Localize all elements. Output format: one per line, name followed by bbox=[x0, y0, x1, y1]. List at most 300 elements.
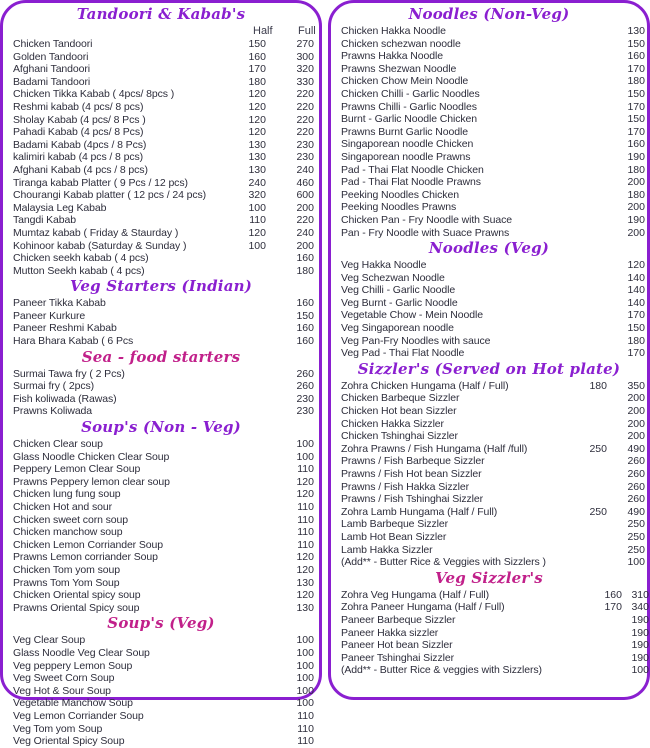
menu-item-name: Lamb Hakka Sizzler bbox=[341, 543, 433, 556]
menu-item-list bbox=[338, 588, 649, 677]
menu-item-row bbox=[10, 177, 312, 190]
menu-item-name: Chicken Hot bean Sizzler bbox=[341, 405, 457, 418]
menu-item-name: Badami Tandoori bbox=[13, 75, 91, 88]
menu-item-price-full: 160 bbox=[627, 50, 645, 63]
menu-item-price-full: 170 bbox=[627, 347, 645, 360]
menu-item-price-full: 120 bbox=[296, 488, 314, 501]
menu-item-price-full: 200 bbox=[627, 417, 645, 430]
menu-item-name: Veg Hot & Sour Soup bbox=[13, 684, 111, 697]
menu-item-row bbox=[338, 379, 645, 393]
section-title: Soup's (Non - Veg) bbox=[81, 418, 241, 437]
menu-item-name: Veg Clear Soup bbox=[13, 634, 86, 647]
menu-item-price-full: 340 bbox=[631, 601, 649, 614]
menu-item-name: Zohra Chicken Hungama (Half / Full) bbox=[341, 379, 509, 392]
menu-item-price-full: 150 bbox=[627, 87, 645, 100]
menu-item-name: Prawns Hakka Noodle bbox=[341, 50, 443, 63]
menu-item-row bbox=[338, 62, 645, 76]
menu-item-name: Prawns / Fish Hot bean Sizzler bbox=[341, 468, 482, 480]
menu-item-list bbox=[338, 259, 645, 360]
menu-item-price-full: 150 bbox=[627, 37, 645, 50]
menu-item-name: Singaporean noodle Prawns bbox=[341, 150, 471, 163]
menu-item-row bbox=[10, 685, 312, 698]
menu-item-name: Paneer Barbeque Sizzler bbox=[341, 613, 456, 626]
menu-item-price-full: 110 bbox=[297, 538, 314, 551]
menu-item-price-half: 110 bbox=[249, 214, 266, 227]
menu-item-row bbox=[10, 577, 312, 590]
menu-panel-right-content bbox=[331, 3, 647, 697]
menu-item-row bbox=[10, 265, 312, 278]
menu-item-name: Chicken Tikka Kabab ( 4pcs/ 8pcs ) bbox=[13, 88, 175, 101]
menu-item-price-full: 100 bbox=[631, 664, 649, 677]
menu-item-row bbox=[10, 514, 312, 527]
menu-item-row bbox=[338, 322, 645, 335]
menu-item-name: Zohra Paneer Hungama (Half / Full) bbox=[341, 601, 505, 614]
menu-item-price-full: 100 bbox=[296, 646, 314, 659]
menu-item-row bbox=[338, 518, 645, 531]
menu-item-row bbox=[338, 347, 645, 360]
menu-item-row bbox=[338, 556, 645, 569]
menu-item-row bbox=[338, 626, 649, 640]
menu-item-name: Veg Tom yom Soup bbox=[13, 722, 103, 735]
menu-item-price-full: 120 bbox=[296, 589, 314, 602]
menu-item-price-full: 100 bbox=[296, 672, 314, 685]
section-title: Noodles (Non-Veg) bbox=[408, 5, 570, 23]
menu-item-price-full: 140 bbox=[627, 296, 645, 309]
menu-item-row bbox=[10, 214, 312, 227]
menu-item-row bbox=[10, 589, 312, 602]
menu-item-name: Fish koliwada (Rawas) bbox=[13, 392, 117, 405]
menu-item-price-half: 250 bbox=[589, 505, 607, 518]
menu-item-name: Paneer Tshinghai Sizzler bbox=[341, 651, 454, 664]
menu-item-name: Afghani Tandoori bbox=[13, 63, 91, 76]
menu-item-price-full: 230 bbox=[296, 405, 314, 418]
menu-item-price-full: 190 bbox=[631, 639, 649, 652]
menu-item-price-full: 490 bbox=[627, 505, 645, 518]
menu-item-name: (Add** - Butter Rice & Veggies with Sizzlers ) bbox=[341, 556, 546, 569]
menu-item-price-full: 260 bbox=[627, 468, 645, 480]
menu-item-price-half: 240 bbox=[248, 176, 266, 189]
menu-item-price-full: 170 bbox=[627, 309, 645, 322]
menu-item-name: Malaysia Leg Kabab bbox=[13, 201, 107, 214]
menu-item-name: Prawns Peppery lemon clear soup bbox=[13, 475, 170, 488]
menu-panel-left-content bbox=[3, 3, 319, 748]
menu-section-soup-s-veg bbox=[10, 615, 312, 747]
menu-item-name: Prawns Shezwan Noodle bbox=[341, 62, 457, 75]
menu-item-list bbox=[338, 25, 645, 239]
menu-item-price-full: 110 bbox=[297, 526, 314, 539]
menu-item-name: Veg Pad - Thai Flat Noodle bbox=[341, 347, 465, 360]
menu-item-price-full: 260 bbox=[627, 480, 645, 493]
menu-item-price-full: 130 bbox=[296, 601, 314, 614]
section-title: Sea - food starters bbox=[81, 347, 241, 366]
menu-item-price-full: 270 bbox=[296, 38, 314, 50]
menu-item-name: Veg Singaporean noodle bbox=[341, 322, 454, 335]
menu-item-row bbox=[10, 322, 312, 335]
menu-item-price-full: 190 bbox=[631, 613, 649, 626]
menu-item-price-full: 200 bbox=[296, 201, 314, 214]
menu-item-name: Reshmi kabab (4 pcs/ 8 pcs) bbox=[13, 100, 144, 113]
menu-item-row bbox=[338, 188, 645, 202]
menu-item-list bbox=[10, 38, 312, 277]
menu-item-list bbox=[10, 634, 312, 747]
menu-item-price-full: 180 bbox=[627, 163, 645, 176]
menu-item-name: Veg Chilli - Garlic Noodle bbox=[341, 284, 456, 297]
menu-item-name: Chicken Hot and sour bbox=[13, 501, 112, 513]
menu-item-name: Kohinoor kabab (Saturday & Sunday ) bbox=[13, 239, 187, 252]
menu-item-row bbox=[10, 634, 312, 647]
menu-item-price-half: 130 bbox=[248, 163, 266, 176]
menu-item-price-full: 200 bbox=[296, 239, 314, 252]
menu-item-name: Veg Lemon Corriander Soup bbox=[13, 709, 144, 722]
menu-item-price-full: 320 bbox=[296, 63, 314, 76]
menu-item-name: Tiranga kabab Platter ( 9 Pcs / 12 pcs) bbox=[13, 176, 188, 189]
menu-item-price-full: 200 bbox=[627, 176, 645, 189]
menu-item-price-full: 110 bbox=[297, 463, 314, 476]
menu-item-price-full: 170 bbox=[627, 100, 645, 113]
menu-item-price-full: 460 bbox=[296, 176, 314, 189]
menu-item-name: Peppery Lemon Clear Soup bbox=[13, 463, 141, 476]
column-header-half: Half bbox=[253, 25, 273, 37]
menu-item-row bbox=[338, 480, 645, 494]
menu-item-list bbox=[10, 368, 312, 418]
menu-section-veg-sizzler-s bbox=[338, 568, 649, 677]
menu-item-price-full: 180 bbox=[296, 264, 314, 277]
menu-item-name: Prawns Burnt Garlic Noodle bbox=[341, 125, 468, 138]
menu-item-name: Prawns Lemon corriander Soup bbox=[13, 551, 158, 564]
menu-item-name: Pad - Thai Flat Noodle Chicken bbox=[341, 163, 484, 176]
section-title: Tandoori & Kabab's bbox=[76, 5, 246, 23]
menu-item-price-full: 170 bbox=[627, 125, 645, 138]
menu-item-name: Prawns Oriental Spicy soup bbox=[13, 601, 140, 614]
menu-item-price-half: 120 bbox=[248, 113, 266, 126]
menu-item-name: Chicken Chilli - Garlic Noodles bbox=[341, 87, 480, 100]
menu-item-row bbox=[338, 284, 645, 297]
menu-item-name: Veg Sweet Corn Soup bbox=[13, 672, 115, 685]
menu-item-name: Chicken Tshinghai Sizzler bbox=[341, 430, 458, 443]
menu-item-row bbox=[10, 227, 312, 240]
menu-item-name: Paneer Reshmi Kabab bbox=[13, 322, 117, 335]
menu-item-row bbox=[10, 539, 312, 552]
menu-item-name: Veg Hakka Noodle bbox=[341, 259, 427, 272]
menu-item-row bbox=[10, 101, 312, 114]
menu-item-row bbox=[10, 88, 312, 101]
menu-item-name: Sholay Kabab (4 pcs/ 8 Pcs ) bbox=[13, 113, 146, 126]
menu-item-price-half: 160 bbox=[604, 588, 622, 601]
menu-item-name: Paneer Hot bean Sizzler bbox=[341, 639, 453, 652]
menu-item-name: Vegetable Chow - Mein Noodle bbox=[341, 309, 483, 322]
menu-item-price-full: 130 bbox=[627, 25, 645, 37]
menu-item-row bbox=[10, 38, 312, 51]
menu-item-row bbox=[10, 240, 312, 253]
menu-item-name: Veg Burnt - Garlic Noodle bbox=[341, 296, 458, 309]
menu-item-name: Zohra Prawns / Fish Hungama (Half /full) bbox=[341, 442, 528, 455]
menu-item-row bbox=[10, 297, 312, 310]
menu-item-price-full: 100 bbox=[296, 450, 314, 463]
menu-item-price-half: 130 bbox=[248, 151, 266, 164]
menu-item-price-full: 190 bbox=[631, 651, 649, 664]
menu-item-name: Chicken sweet corn soup bbox=[13, 513, 129, 526]
menu-item-row bbox=[10, 602, 312, 615]
menu-item-row bbox=[338, 163, 645, 177]
menu-item-price-full: 350 bbox=[627, 379, 645, 392]
menu-item-row bbox=[10, 151, 312, 164]
menu-item-row bbox=[338, 87, 645, 101]
menu-item-row bbox=[338, 543, 645, 557]
menu-item-row bbox=[338, 455, 645, 468]
menu-item-name: Chicken manchow soup bbox=[13, 526, 123, 539]
menu-item-row bbox=[338, 442, 645, 456]
menu-item-row bbox=[10, 310, 312, 323]
menu-item-row bbox=[10, 438, 312, 451]
menu-item-name: Pan - Fry Noodle with Suace Prawns bbox=[341, 226, 510, 239]
menu-item-row bbox=[10, 202, 312, 215]
column-header-full: Full bbox=[298, 25, 316, 37]
menu-item-price-full: 180 bbox=[627, 75, 645, 88]
menu-item-name: Chicken Lemon Corriander Soup bbox=[13, 538, 164, 551]
menu-item-price-half: 180 bbox=[589, 379, 607, 392]
menu-item-price-full: 260 bbox=[296, 380, 314, 393]
menu-item-name: Mumtaz kabab ( Friday & Staurday ) bbox=[13, 226, 179, 239]
menu-item-price-full: 220 bbox=[296, 126, 314, 139]
menu-item-row bbox=[338, 296, 645, 310]
menu-item-price-full: 140 bbox=[627, 284, 645, 297]
menu-item-list bbox=[10, 438, 312, 614]
menu-item-row bbox=[338, 651, 649, 665]
menu-item-name: Prawns Koliwada bbox=[13, 405, 93, 418]
menu-item-name: Pahadi Kabab (4 pcs/ 8 Pcs) bbox=[13, 126, 144, 139]
menu-item-list bbox=[338, 379, 645, 569]
menu-item-row bbox=[338, 613, 649, 627]
menu-item-price-full: 490 bbox=[627, 442, 645, 455]
menu-item-row bbox=[10, 51, 312, 64]
menu-item-name: Chicken Pan - Fry Noodle with Suace bbox=[341, 213, 512, 226]
menu-item-name: Chicken Hakka Sizzler bbox=[341, 417, 444, 430]
menu-item-row bbox=[10, 660, 312, 673]
menu-item-row bbox=[10, 380, 312, 393]
menu-item-name: Veg Oriental Spicy Soup bbox=[13, 735, 125, 748]
menu-item-row bbox=[338, 405, 645, 418]
menu-item-row bbox=[10, 189, 312, 202]
menu-item-row bbox=[338, 37, 645, 51]
section-title: Veg Starters (Indian) bbox=[69, 277, 253, 296]
menu-item-price-half: 170 bbox=[604, 601, 622, 614]
menu-item-name: Paneer Hakka sizzler bbox=[341, 626, 439, 639]
menu-item-row bbox=[10, 463, 312, 476]
menu-item-name: Lamb Barbeque Sizzler bbox=[341, 518, 449, 531]
section-title: Soup's (Veg) bbox=[107, 614, 215, 633]
menu-item-name: Zohra Lamb Hungama (Half / Full) bbox=[341, 505, 498, 518]
menu-item-price-full: 180 bbox=[627, 334, 645, 347]
menu-item-row bbox=[10, 697, 312, 710]
menu-item-price-half: 320 bbox=[248, 189, 266, 202]
menu-item-row bbox=[338, 588, 649, 602]
menu-item-row bbox=[10, 735, 312, 748]
menu-item-name: Chicken Oriental spicy soup bbox=[13, 589, 141, 602]
menu-item-price-full: 200 bbox=[627, 201, 645, 214]
menu-item-row bbox=[10, 126, 312, 139]
menu-item-price-full: 100 bbox=[296, 697, 314, 710]
menu-item-price-full: 120 bbox=[296, 551, 314, 564]
menu-item-price-full: 190 bbox=[631, 626, 649, 639]
menu-item-price-full: 220 bbox=[296, 88, 314, 101]
menu-item-name: Paneer Kurkure bbox=[13, 309, 86, 322]
menu-item-price-full: 120 bbox=[296, 563, 314, 576]
menu-item-name: Chicken Clear soup bbox=[13, 438, 103, 451]
menu-item-price-full: 230 bbox=[296, 151, 314, 164]
menu-item-name: kalimiri kabab (4 pcs / 8 pcs) bbox=[13, 151, 144, 164]
menu-item-row bbox=[10, 164, 312, 177]
section-title: Sizzler's (Served on Hot plate) bbox=[357, 359, 621, 378]
menu-item-price-full: 260 bbox=[627, 493, 645, 506]
section-title: Veg Sizzler's bbox=[435, 568, 543, 587]
menu-item-price-full: 220 bbox=[296, 113, 314, 126]
menu-item-price-full: 250 bbox=[627, 543, 645, 556]
menu-panel-right bbox=[328, 0, 650, 700]
menu-item-row bbox=[338, 213, 645, 227]
menu-item-price-full: 160 bbox=[296, 297, 314, 310]
menu-item-row bbox=[338, 493, 645, 506]
menu-item-price-half: 120 bbox=[248, 88, 266, 101]
menu-item-name: Chicken schezwan noodle bbox=[341, 37, 461, 50]
menu-item-name: Prawns / Fish Tshinghai Sizzler bbox=[341, 493, 484, 506]
menu-item-row bbox=[10, 405, 312, 418]
menu-item-price-full: 120 bbox=[627, 259, 645, 272]
menu-item-price-full: 160 bbox=[296, 322, 314, 335]
menu-section-tandoori-kabab-s bbox=[10, 5, 316, 277]
menu-item-price-full: 190 bbox=[627, 150, 645, 163]
menu-item-name: Pad - Thai Flat Noodle Prawns bbox=[341, 176, 481, 189]
menu-item-price-full: 230 bbox=[296, 138, 314, 151]
menu-item-row bbox=[338, 201, 645, 214]
menu-section-noodles-non-veg bbox=[338, 5, 645, 239]
menu-item-name: Chicken Hakka Noodle bbox=[341, 25, 446, 37]
menu-item-price-full: 250 bbox=[627, 518, 645, 531]
menu-item-name: Prawns Tom Yom Soup bbox=[13, 576, 120, 589]
menu-item-price-full: 600 bbox=[296, 189, 314, 202]
menu-item-row bbox=[10, 488, 312, 501]
menu-item-row bbox=[10, 564, 312, 577]
menu-item-name: Prawns / Fish Hakka Sizzler bbox=[341, 480, 470, 493]
menu-item-row bbox=[10, 76, 312, 89]
menu-item-row bbox=[10, 393, 312, 406]
menu-item-name: Mutton Seekh kabab ( 4 pcs) bbox=[13, 264, 145, 277]
menu-item-price-full: 230 bbox=[296, 392, 314, 405]
menu-item-row bbox=[338, 259, 645, 272]
menu-item-row bbox=[338, 100, 645, 114]
menu-item-row bbox=[10, 114, 312, 127]
menu-section-veg-starters-indian bbox=[10, 278, 312, 347]
menu-item-name: Zohra Veg Hungama (Half / Full) bbox=[341, 588, 490, 601]
menu-item-name: Afghani Kabab (4 pcs / 8 pcs) bbox=[13, 163, 148, 176]
menu-item-price-full: 220 bbox=[296, 214, 314, 227]
menu-item-name: Golden Tandoori bbox=[13, 50, 89, 63]
menu-item-row bbox=[338, 468, 645, 481]
menu-item-row bbox=[338, 309, 645, 322]
menu-item-price-full: 150 bbox=[627, 113, 645, 126]
menu-item-row bbox=[338, 25, 645, 38]
menu-item-row bbox=[338, 417, 645, 431]
menu-item-row bbox=[338, 125, 645, 139]
menu-item-row bbox=[338, 75, 645, 88]
menu-item-price-half: 160 bbox=[248, 50, 266, 63]
menu-item-price-full: 240 bbox=[296, 163, 314, 176]
menu-item-name: Lamb Hot Bean Sizzler bbox=[341, 530, 447, 543]
menu-item-price-half: 120 bbox=[248, 100, 266, 113]
menu-item-list bbox=[10, 297, 312, 347]
menu-item-row bbox=[338, 113, 645, 126]
menu-item-row bbox=[10, 451, 312, 464]
menu-item-row bbox=[338, 530, 645, 544]
menu-item-row bbox=[10, 647, 312, 660]
menu-item-row bbox=[10, 501, 312, 514]
menu-item-row bbox=[338, 639, 649, 652]
menu-panel-left bbox=[0, 0, 322, 748]
menu-item-row bbox=[10, 526, 312, 539]
menu-item-price-full: 190 bbox=[627, 213, 645, 226]
menu-item-price-full: 160 bbox=[296, 335, 314, 348]
menu-item-price-half: 250 bbox=[589, 442, 607, 455]
menu-item-row bbox=[338, 176, 645, 189]
menu-item-name: Veg peppery Lemon Soup bbox=[13, 659, 133, 672]
menu-item-price-full: 220 bbox=[296, 100, 314, 113]
menu-item-name: Chicken Tom yom soup bbox=[13, 563, 120, 576]
menu-item-price-full: 310 bbox=[631, 588, 649, 601]
menu-item-row bbox=[10, 476, 312, 489]
menu-item-price-full: 110 bbox=[297, 501, 314, 513]
menu-item-price-full: 170 bbox=[627, 62, 645, 75]
menu-item-price-full: 240 bbox=[296, 226, 314, 239]
menu-item-row bbox=[338, 226, 645, 240]
menu-item-row bbox=[10, 252, 312, 265]
menu-item-price-full: 160 bbox=[627, 138, 645, 151]
menu-item-row bbox=[10, 63, 312, 76]
menu-item-price-full: 110 bbox=[297, 709, 314, 722]
menu-item-name: Chourangi Kabab platter ( 12 pcs / 24 pcs) bbox=[13, 189, 207, 202]
menu-item-price-full: 200 bbox=[627, 226, 645, 239]
menu-item-row bbox=[10, 551, 312, 564]
menu-item-price-half: 120 bbox=[248, 126, 266, 139]
menu-item-name: Paneer Tikka Kabab bbox=[13, 297, 106, 310]
menu-item-price-full: 100 bbox=[627, 556, 645, 569]
menu-item-price-half: 120 bbox=[248, 226, 266, 239]
price-column-headers bbox=[10, 25, 316, 38]
menu-item-name: Surmai Tawa fry ( 2 Pcs) bbox=[13, 367, 125, 380]
menu-item-price-half: 100 bbox=[248, 201, 266, 214]
menu-item-price-full: 110 bbox=[297, 735, 314, 748]
menu-item-name: Prawns / Fish Barbeque Sizzler bbox=[341, 455, 485, 468]
menu-item-row bbox=[338, 392, 645, 405]
menu-item-name: Tangdi Kabab bbox=[13, 214, 77, 227]
menu-item-name: Prawns Chilli - Garlic Noodles bbox=[341, 100, 477, 113]
menu-item-price-full: 260 bbox=[296, 367, 314, 380]
menu-item-row bbox=[10, 672, 312, 685]
menu-item-price-full: 140 bbox=[627, 271, 645, 284]
menu-item-price-full: 200 bbox=[627, 430, 645, 443]
menu-item-price-full: 260 bbox=[627, 455, 645, 468]
menu-item-price-full: 100 bbox=[296, 634, 314, 647]
menu-item-price-half: 150 bbox=[248, 38, 266, 50]
menu-item-price-full: 250 bbox=[627, 530, 645, 543]
menu-item-price-full: 160 bbox=[296, 252, 314, 265]
menu-item-row bbox=[338, 150, 645, 164]
menu-item-price-full: 130 bbox=[296, 576, 314, 589]
menu-item-row bbox=[338, 334, 645, 348]
menu-item-row bbox=[338, 505, 645, 519]
menu-section-noodles-veg bbox=[338, 239, 645, 360]
menu-item-name: Chicken Tandoori bbox=[13, 38, 93, 50]
menu-item-row bbox=[10, 335, 312, 348]
menu-item-name: Glass Noodle Veg Clear Soup bbox=[13, 646, 150, 659]
